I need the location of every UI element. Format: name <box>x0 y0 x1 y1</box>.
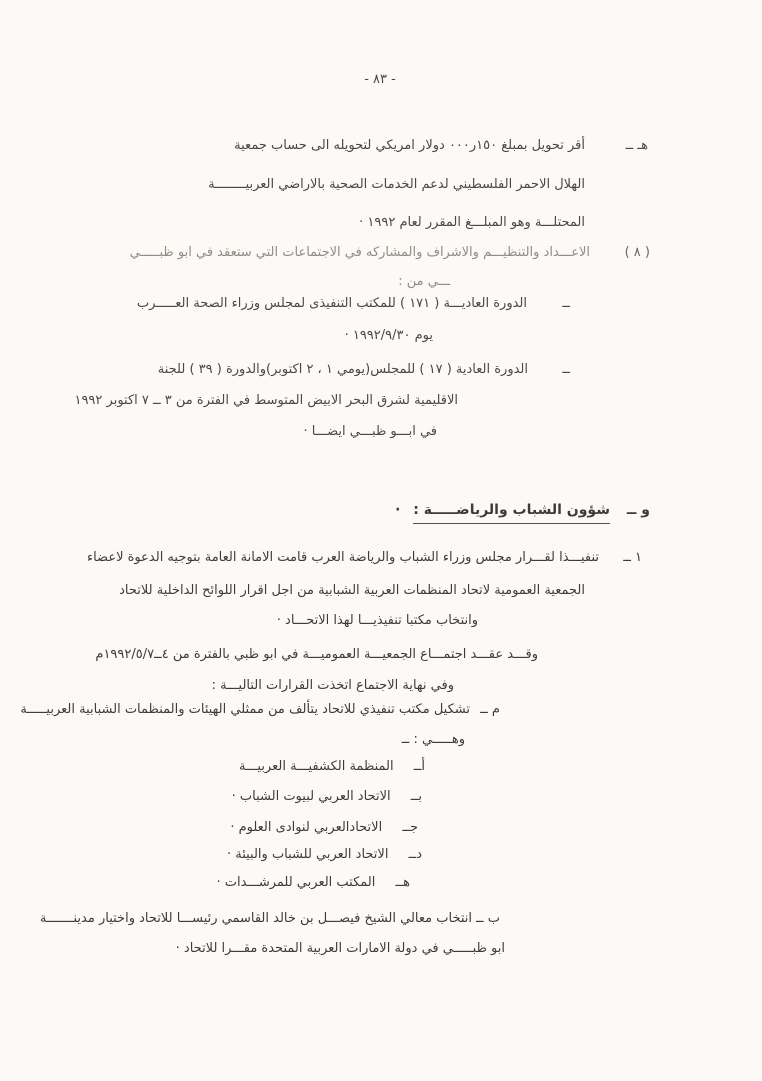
section-marker: و ــ <box>626 502 650 518</box>
decision-b-line-1: انتخاب معالي الشيخ فيصـــل بن خالد القاسمي رئيســـا للاتحاد واختيار مدينـــــــة <box>39 911 472 926</box>
item-1-line-2: الجمعية العمومية لاتحاد المنظمات العربية الشبابية من اجل اقرار اللوائح الداخلية للاتحاد <box>119 583 585 598</box>
sub-list-item <box>239 757 425 777</box>
sub-item-text: الاتحادالعربي لنوادى العلوم · <box>230 820 383 835</box>
list-marker-b: ب ــ <box>476 911 500 926</box>
section-heading <box>395 500 650 520</box>
item-8-line-1: الاعـــداد والتنظيـــم والاشراف والمشاركه في الاجتماعات التي ستعقد في ابو ظبـــــي <box>129 245 590 260</box>
decision-b-line-2: ابو ظبـــــي في دولة الامارات العربية المتحدة مقـــرا للاتحاد · <box>175 941 505 956</box>
bullet-2-line-3: في ابـــو ظبـــي ايضـــا · <box>303 424 437 439</box>
item-1-line-1: تنفيـــذا لقـــرار مجلس وزراء الشباب والرياضة العرب قامت الامانة العامة بتوجيه الدعوة لاعضاء <box>86 550 599 565</box>
sub-item-text: المكتب العربي للمرشـــدات · <box>216 875 376 890</box>
page-number: - ٨٣ - <box>364 72 396 87</box>
sub-item-text: المنظمة الكشفيـــة العربيـــة <box>239 759 394 774</box>
sub-item-marker: دــ <box>408 847 422 862</box>
bullet-1-line-2: يوم ١٩٩٢/٩/٣٠ · <box>344 328 433 343</box>
sub-list-item <box>216 873 410 893</box>
decision-m-line-1: تشكيل مكتب تنفيذي للاتحاد يتألف من ممثلي الهيئات والمنظمات الشبابية العربيـــــة <box>20 702 470 717</box>
paragraph-line-2: وفي نهاية الاجتماع اتخذت القرارات التاليـــة : <box>211 678 454 693</box>
list-marker-8: ( ٨ ) <box>624 245 650 260</box>
item-ha-line-1: أقر تحويل بمبلغ ١٥٠ر٠٠٠ دولار امريكي لتحويله الى حساب جمعية <box>234 138 585 153</box>
bullet-2-line-1: الدورة العادية ( ١٧ ) للمجلس(يومي ١ ، ٢ اكتوبر)والدورة ( ٣٩ ) للجنة <box>157 362 528 377</box>
section-title: شؤون الشباب والرياضـــــة : <box>413 502 610 524</box>
item-ha-line-2: الهلال الاحمر الفلسطيني لدعم الخدمات الصحية بالاراضي العربيــــــــة <box>208 177 585 192</box>
bullet-dash: ــ <box>562 296 570 311</box>
bullet-1-line-1: الدورة العاديـــة ( ١٧١ ) للمكتب التنفيذى لمجلس وزراء الصحة العـــــرب <box>136 296 527 311</box>
item-8-line-2: ـــي من : <box>398 274 450 289</box>
list-marker-ha: هـ ــ <box>625 138 648 153</box>
section-title-dot: · <box>395 502 401 518</box>
decision-m-line-2: وهـــــي : ــ <box>401 732 465 747</box>
sub-list-item <box>230 818 418 838</box>
sub-item-text: الاتحاد العربي لبيوت الشباب · <box>231 789 391 804</box>
sub-list-item <box>232 787 422 807</box>
item-ha-line-3: المحتلـــة وهو المبلـــغ المقرر لعام ١٩٩٢ · <box>359 215 585 230</box>
paragraph-line-1: وقـــد عقـــد اجتمـــاع الجمعيـــة العموميـــة في ابو ظبي بالفترة من ٤ــ١٩٩٢/٥/٧م <box>95 647 538 662</box>
sub-item-text: الاتحاد العربي للشباب والبيئة · <box>226 847 389 862</box>
sub-item-marker: أــ <box>413 759 425 774</box>
sub-list-item <box>227 845 422 865</box>
sub-item-marker: هــ <box>395 875 410 890</box>
bullet-2-line-2: الاقليمية لشرق البحر الابيض المتوسط في الفترة من ٣ ــ ٧ اكتوبر ١٩٩٢ <box>74 393 458 408</box>
list-marker-1: ١ ــ <box>623 550 642 565</box>
item-1-line-3: وانتخاب مكتبا تنفيذيـــا لهذا الاتحـــاد · <box>276 613 478 628</box>
bullet-dash: ــ <box>562 362 570 377</box>
sub-item-marker: بــ <box>410 789 422 804</box>
list-marker-m: م ــ <box>480 702 500 717</box>
sub-item-marker: جــ <box>402 820 418 835</box>
